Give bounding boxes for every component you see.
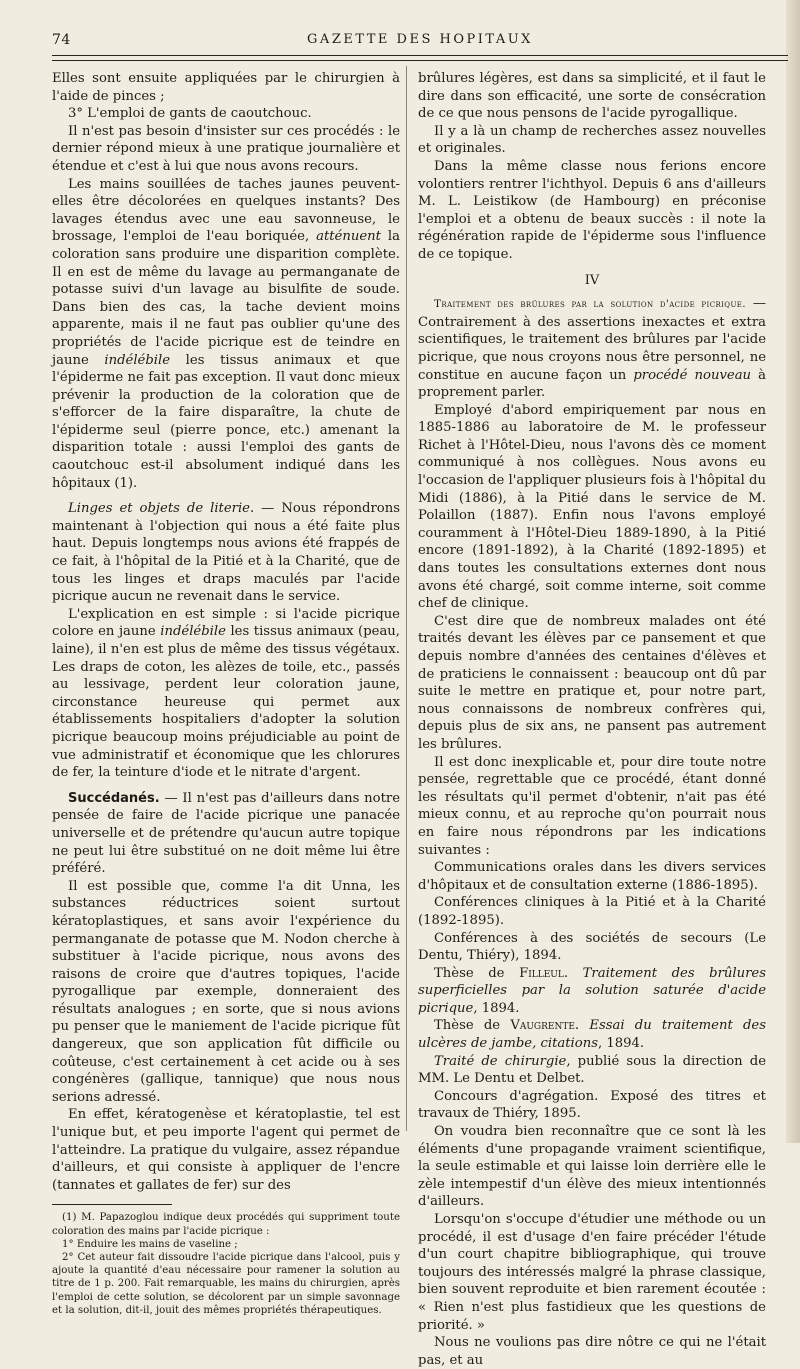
right-column: [418, 70, 766, 1369]
header-rule: [52, 55, 788, 61]
paragraph: [418, 295, 766, 402]
paragraph: Il y a là un champ de recherches assez nouvelles et originales.: [418, 123, 766, 157]
paragraph: [418, 1053, 766, 1088]
paragraph: [52, 790, 400, 878]
footnote: (1) M. Papazoglou indique deux procédés qui suppriment toute coloration des mains par l'acide picrique :: [52, 1212, 400, 1237]
text-run: — Nous répondrons maintenant à l'objection qui nous a été faite plus haut. Depuis longtemps nous avions été frappés de ce fait, à l'hôpital de la Pitié et à la Charité, que de tous les linges et draps maculés par l'acide picrique aucun ne revenait dans le service.: [52, 501, 400, 605]
text-run: les tissus animaux (peau, laine), il n'en est plus de même des tissus végétaux. Les draps de coton, les alèzes de toile, etc., passés au lessivage, perdent leur coloration jaune, circonstance heureuse qui permet aux établissements hospitaliers d'adopter la solution picrique beaucoup moins préjudiciable au point de vue administratif et économique que les chlorures de fer, la teinture d'iode et le nitrate d'argent.: [52, 624, 400, 781]
emphasis: Traité de chirurgie: [434, 1053, 567, 1069]
footnotes: [52, 1211, 400, 1317]
text-run: L'explication en est simple : si l'acide picrique colore en jaune: [52, 606, 400, 640]
paragraph: Lorsqu'on s'occupe d'étudier une méthode ou un procédé, il est d'usage d'en faire précéder l'étude d'un court chapitre bibliographique, qui trouve toujours des intéressés malgré la phrase classique, bien souvent reproduite et bien rarement écoutée : « Rien n'est plus fastidieux que les questions de priorité. »: [418, 1212, 766, 1333]
paragraph: Employé d'abord empiriquement par nous en 1885-1886 au laboratoire de M. le professeur Richet à l'Hôtel-Dieu, nous l'avons dès ce moment communiqué à nos collègues. Nous avons eu l'occasion de l'appliquer plusieurs fois à l'hôpital du Midi (1886), à la Pitié dans le service de M. Polaillon (1887). Enfin nous l'avons employé couramment à l'Hôtel-Dieu 1889-1890, à la Pitié encore (1891-1892), à la Charité (1892-1895) et dans toutes les consultations externes dont nous avons été chargé, soit comme interne, soit comme chef de clinique.: [418, 402, 766, 612]
emphasis: indélébile: [104, 352, 171, 368]
paragraph: [418, 1017, 766, 1052]
text-run: , publié sous la direction de MM. Le Dentu et Delbet.: [418, 1053, 767, 1087]
paragraph: C'est dire que de nombreux malades ont été traités devant les élèves par ce pansement et que depuis nombre d'années des centaines d'élèves et de praticiens le connaissent : beaucoup ont dû par suite le mettre en pratique et, pour notre part, nous connaissons de nombreux confrères qui, depuis plus de six ans, ne pansent pas autrement les brûlures.: [418, 613, 766, 752]
paragraph: [52, 176, 400, 493]
text-run: — Il n'est pas d'ailleurs dans notre pensée de faire de l'acide picrique une panacée universelle et de prétendre qu'aucun autre topique ne peut lui être substitué on ne doit même lui être préféré.: [52, 790, 400, 877]
page-number: 74: [52, 32, 71, 48]
emphasis: Traitement des brûlures superficielles par la solution saturée d'acide picrique: [418, 965, 766, 1016]
paragraph: Concours d'agrégation. Exposé des titres et travaux de Thiéry, 1895.: [418, 1088, 766, 1122]
text-run: à proprement parler.: [418, 367, 766, 401]
paragraph: Il est possible que, comme l'a dit Unna, les substances réductrices soient surtout kératoplastiques, et sans avoir l'expérience du permanganate de potasse que M. Nodon cherche à substituer à l'acide picrique, nous avons des raisons de croire que d'autres topiques, l'acide pyrogallique par exemple, donneraient des résultats analogues ; en sorte, que si nous avions pu penser que le maniement de l'acide picrique fût dangereux, que son application fût difficile ou coûteuse, c'est certainement à cet acide ou à ses congénères (gallique, tannique) que nous nous serions adressé.: [52, 878, 400, 1105]
emphasis: procédé nouveau: [633, 367, 752, 383]
paragraph: [52, 606, 400, 782]
page-header: [52, 28, 788, 50]
paragraph: Nous ne voulions pas dire nôtre ce qui ne l'était pas, et au: [418, 1335, 766, 1368]
run-in-heading: Linges et objets de literie.: [68, 501, 255, 517]
section-numeral: IV: [584, 272, 600, 288]
text-run: — Contrairement à des assertions inexactes et extra scientifiques, le traitement des brûlures par l'acide picrique, que nous croyons nous être personnel, ne constitue en aucune façon un: [418, 296, 766, 383]
text-run: Les mains souillées de taches jaunes peuvent-elles être décolorées en quelques instants? Des lavages étendus avec une eau savonneuse, le brossage, l'emploi de l'eau boriquée,: [52, 176, 400, 245]
author-name: Vaugrente.: [510, 1018, 580, 1034]
paragraph: On voudra bien reconnaître que ce sont là les éléments d'une propagande vraiment scientifique, la seule estimable et qui laisse loin derrière elle le zèle intempestif d'un élève des mieux intentionnés d'ailleurs.: [418, 1124, 766, 1210]
footnote-rule: [52, 1204, 172, 1205]
run-in-heading: Succédanés.: [68, 790, 160, 806]
column-divider: [406, 66, 407, 1131]
paragraph: Il est donc inexplicable et, pour dire toute notre pensée, regrettable que ce procédé, étant donné les résultats qu'il permet d'obtenir, n'ait pas été mieux connu, et au reproche qu'on pourrait nous en faire nous répondrons par les indications suivantes :: [418, 754, 766, 858]
paragraph: 3° L'emploi de gants de caoutchouc.: [68, 106, 312, 122]
paragraph: Elles sont ensuite appliquées par le chirurgien à l'aide de pinces ;: [52, 71, 400, 104]
paragraph: brûlures légères, est dans sa simplicité, et il faut le dire dans son efficacité, une sorte de consécration de ce que nous pensons de l'acide pyrogallique.: [418, 71, 766, 122]
text-run: la coloration sans produire une disparition complète. Il en est de même du lavage au permanganate de potasse suivi d'un lavage au bisulfite de soude. Dans bien des cas, la tache devient moins apparente, mais il ne faut pas oublier qu'une des propriétés de l'acide picrique est de teindre en jaune: [52, 229, 400, 368]
emphasis: indélébile: [160, 624, 226, 640]
footnote: 1° Enduire les mains de vaseline ;: [62, 1238, 238, 1250]
paragraph: [52, 500, 400, 606]
text-run: les tissus animaux et que l'épiderme ne fait pas exception. Il vaut donc mieux prévenir la production de la coloration que de s'efforcer de la faire disparaître, la chute de l'épiderme seul (pierre ponce, etc.) amenant la disparition totale : aussi l'emploi des gants de caoutchouc est-il absolument indiqué dans les hôpitaux (1).: [52, 352, 400, 491]
paragraph: Il n'est pas besoin d'insister sur ces procédés : le dernier répond mieux à une pratique journalière et étendue et c'est à lui que nous avons recours.: [52, 123, 400, 174]
left-column: [52, 70, 400, 1317]
author-name: Filleul.: [519, 965, 569, 981]
paragraph: Communications orales dans les divers services d'hôpitaux et de consultation externe (1886-1895).: [418, 860, 766, 893]
text-run: Thèse de: [434, 1018, 501, 1034]
running-title: GAZETTE DES HOPITAUX: [307, 32, 533, 47]
paragraph: Dans la même classe nous ferions encore volontiers rentrer l'ichthyol. Depuis 6 ans d'ailleurs M. L. Leistikow (de Hambourg) en préconise l'emploi et a obtenu de beaux succès : il note la régénération rapide de l'épiderme sous l'influence de ce topique.: [418, 158, 766, 262]
paragraph: Conférences à des sociétés de secours (Le Dentu, Thiéry), 1894.: [418, 930, 766, 964]
emphasis: atténuent: [316, 229, 381, 245]
paragraph: En effet, kératogenèse et kératoplastie, tel est l'unique but, et peu importe l'agent qui permet de l'atteindre. La pratique du vulgaire, assez répandue d'ailleurs, et qui consiste à appliquer de l'encre (tannates et gallates de fer) sur des: [52, 1107, 400, 1193]
page-edge-shadow: [786, 0, 800, 1143]
text-run: Thèse de: [434, 965, 505, 981]
text-run: , 1894.: [597, 1036, 645, 1052]
text-run: , 1894.: [473, 1000, 520, 1016]
paragraph: Conférences cliniques à la Pitié et à la Charité (1892-1895).: [418, 895, 766, 928]
footnote: 2° Cet auteur fait dissoudre l'acide picrique dans l'alcool, puis y ajoute la quantité d'eau nécessaire pour ramener la solution au titre de 1 p. 200. Fait remarquable, les mains du chirurgien, après l'emploi de cette solution, se décolorent par un simple savonnage et la solution, dit-il, jouit des mêmes propriétés thérapeutiques.: [52, 1252, 400, 1316]
emphasis: Essai du traitement des ulcères de jambe, citations: [418, 1018, 766, 1052]
paragraph: [418, 965, 766, 1018]
section-heading: Traitement des brûlures par la solution d'acide picrique.: [434, 298, 746, 311]
